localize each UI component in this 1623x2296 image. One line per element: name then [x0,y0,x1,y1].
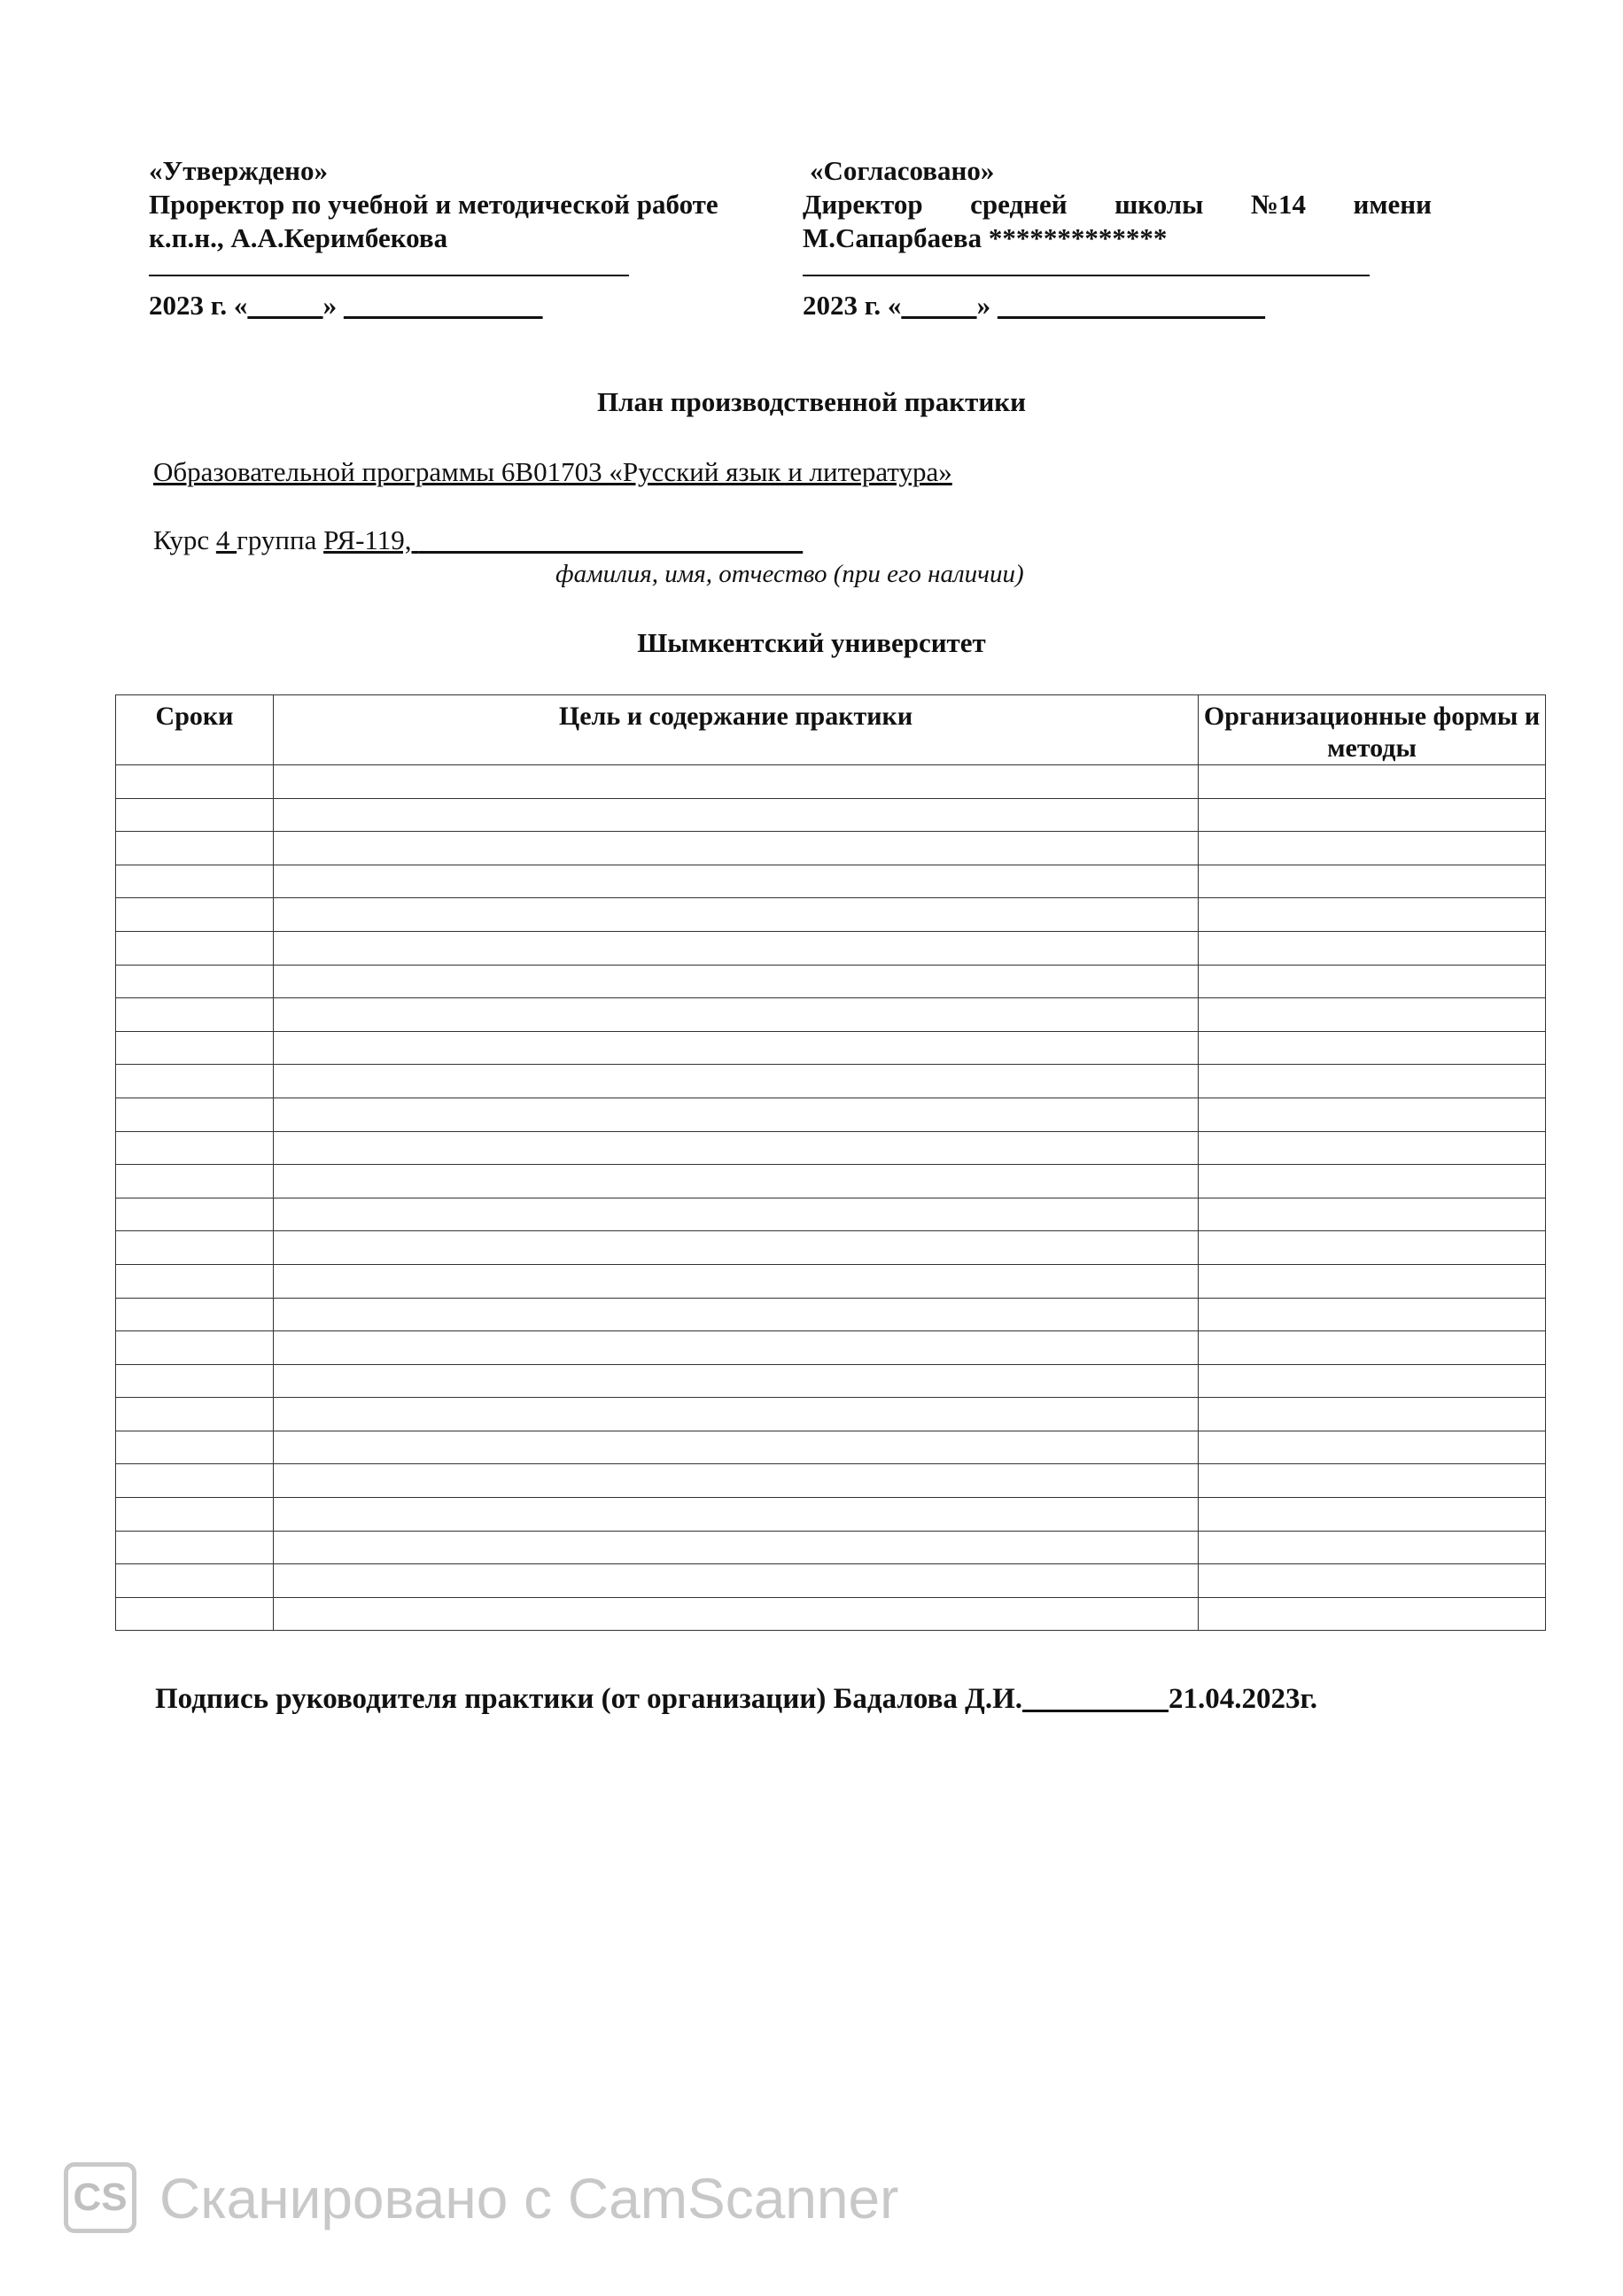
cell-goal-content [274,765,1199,799]
cell-forms-methods [1199,1531,1546,1564]
cell-terms [116,1298,274,1331]
cell-forms-methods [1199,1331,1546,1365]
table-row [116,1298,1546,1331]
cell-forms-methods [1199,1564,1546,1598]
cell-terms [116,1331,274,1365]
cell-goal-content [274,1298,1199,1331]
cell-forms-methods [1199,832,1546,865]
university-name: Шымкентский университет [637,627,986,658]
agreed-name: М.Сапарбаева ************* [803,222,1168,253]
header-forms-methods: Организационные формы и методы [1199,695,1546,765]
agreed-date-mid: » [976,290,991,321]
cell-goal-content [274,1331,1199,1365]
cell-forms-methods [1199,1464,1546,1498]
group-label: группа [237,524,324,555]
cell-goal-content [274,998,1199,1032]
signature-date: 21.04.2023г. [1169,1683,1318,1715]
cell-goal-content [274,1131,1199,1165]
cell-goal-content [274,798,1199,832]
table-header-row [116,695,1546,765]
table-row [116,1531,1546,1564]
cell-terms [116,1065,274,1098]
agreed-heading: «Согласовано» [810,155,995,186]
course-label: Курс [153,524,216,555]
cell-forms-methods [1199,1498,1546,1532]
cell-goal-content [274,832,1199,865]
cell-goal-content [274,865,1199,898]
cell-terms [116,998,274,1032]
cell-terms [116,1198,274,1231]
agreed-date-prefix: 2023 г. « [803,290,902,321]
cell-goal-content [274,1098,1199,1131]
cell-terms [116,1531,274,1564]
table-row [116,1431,1546,1464]
table-row [116,1165,1546,1198]
cell-forms-methods [1199,965,1546,998]
cell-terms [116,1431,274,1464]
approved-date-prefix: 2023 г. « [149,290,248,321]
agreed-signature-line [803,259,1370,276]
table-row [116,1231,1546,1265]
cell-terms [116,1364,274,1398]
table-row [116,1198,1546,1231]
cell-goal-content [274,1031,1199,1065]
table-row [116,765,1546,799]
program-line: Образовательной программы 6В01703 «Русский язык и литература» [153,456,952,487]
plan-table [115,694,1546,1631]
table-row [116,1597,1546,1631]
cell-terms [116,965,274,998]
plan-title: План производственной практики [597,386,1026,417]
agreed-position [803,188,1432,221]
cell-goal-content [274,965,1199,998]
cell-forms-methods [1199,1364,1546,1398]
cell-forms-methods [1199,998,1546,1032]
table-row [116,1498,1546,1532]
course-line [153,524,803,556]
cell-terms [116,898,274,932]
header-goal-content: Цель и содержание практики [274,695,1199,765]
cell-forms-methods [1199,1098,1546,1131]
table-row [116,798,1546,832]
cell-terms [116,1464,274,1498]
cell-forms-methods [1199,1597,1546,1631]
cell-forms-methods [1199,1031,1546,1065]
fio-hint: фамилия, имя, отчество (при его наличии) [555,560,1024,588]
group-value: РЯ-119, [323,524,419,555]
table-row [116,832,1546,865]
cell-forms-methods [1199,1431,1546,1464]
approved-name: к.п.н., А.А.Керимбекова [149,222,448,253]
cell-terms [116,1165,274,1198]
table-row [116,1564,1546,1598]
table-row [116,931,1546,965]
signature-text: Подпись руководителя практики (от организации) Бадалова Д.И. [155,1683,1023,1715]
table-row [116,1264,1546,1298]
fio-blank-line [418,524,803,555]
table-row [116,965,1546,998]
cell-goal-content [274,1165,1199,1198]
agreed-position-word: Директор [803,189,923,220]
agreed-position-word: №14 [1250,189,1307,220]
approved-date-line [149,289,787,322]
agreed-position-word: имени [1353,189,1432,220]
approved-block [149,154,787,322]
table-row [116,998,1546,1032]
header-terms: Сроки [116,695,274,765]
cell-goal-content [274,898,1199,932]
cell-terms [116,1031,274,1065]
table-row [116,898,1546,932]
cell-forms-methods [1199,931,1546,965]
cell-goal-content [274,1231,1199,1265]
cell-terms [116,765,274,799]
table-row [116,1065,1546,1098]
cell-forms-methods [1199,1131,1546,1165]
cell-terms [116,865,274,898]
signature-blank [1022,1683,1169,1715]
cell-forms-methods [1199,865,1546,898]
table-row [116,1398,1546,1431]
cell-terms [116,931,274,965]
table-row [116,1331,1546,1365]
approved-position: Проректор по учебной и методической работе [149,189,718,220]
camscanner-watermark: Сканировано с CamScanner [159,2167,899,2230]
agreed-block [803,154,1432,322]
cell-forms-methods [1199,798,1546,832]
cell-terms [116,1498,274,1532]
cell-forms-methods [1199,1231,1546,1265]
cell-goal-content [274,1264,1199,1298]
table-body [116,765,1546,1631]
cell-terms [116,1231,274,1265]
cell-forms-methods [1199,898,1546,932]
cell-forms-methods [1199,1264,1546,1298]
cell-terms [116,798,274,832]
course-value: 4 [215,524,237,555]
cell-forms-methods [1199,1165,1546,1198]
cell-forms-methods [1199,765,1546,799]
cell-terms [116,832,274,865]
cell-terms [116,1131,274,1165]
table-row [116,1131,1546,1165]
cell-terms [116,1264,274,1298]
table-row [116,1098,1546,1131]
cell-terms [116,1098,274,1131]
cell-forms-methods [1199,1065,1546,1098]
approved-heading: «Утверждено» [149,155,328,186]
agreed-position-word: школы [1114,189,1204,220]
cell-terms [116,1597,274,1631]
cell-goal-content [274,1431,1199,1464]
approved-date-mid: » [322,290,338,321]
cell-goal-content [274,1498,1199,1532]
approved-signature-line [149,259,629,276]
cell-goal-content [274,1198,1199,1231]
cell-goal-content [274,1597,1199,1631]
agreed-date-line [803,289,1432,322]
supervisor-signature-line [155,1683,1317,1716]
cell-goal-content [274,931,1199,965]
cell-goal-content [274,1065,1199,1098]
cell-goal-content [274,1564,1199,1598]
cell-goal-content [274,1464,1199,1498]
cell-terms [116,1564,274,1598]
cell-forms-methods [1199,1398,1546,1431]
table-row [116,1364,1546,1398]
cell-goal-content [274,1398,1199,1431]
table-row [116,1031,1546,1065]
agreed-position-word: средней [970,189,1068,220]
cell-terms [116,1398,274,1431]
cell-goal-content [274,1364,1199,1398]
table-row [116,865,1546,898]
cell-goal-content [274,1531,1199,1564]
table-row [116,1464,1546,1498]
cell-forms-methods [1199,1198,1546,1231]
camscanner-logo-text: CS [73,2176,128,2219]
cell-forms-methods [1199,1298,1546,1331]
